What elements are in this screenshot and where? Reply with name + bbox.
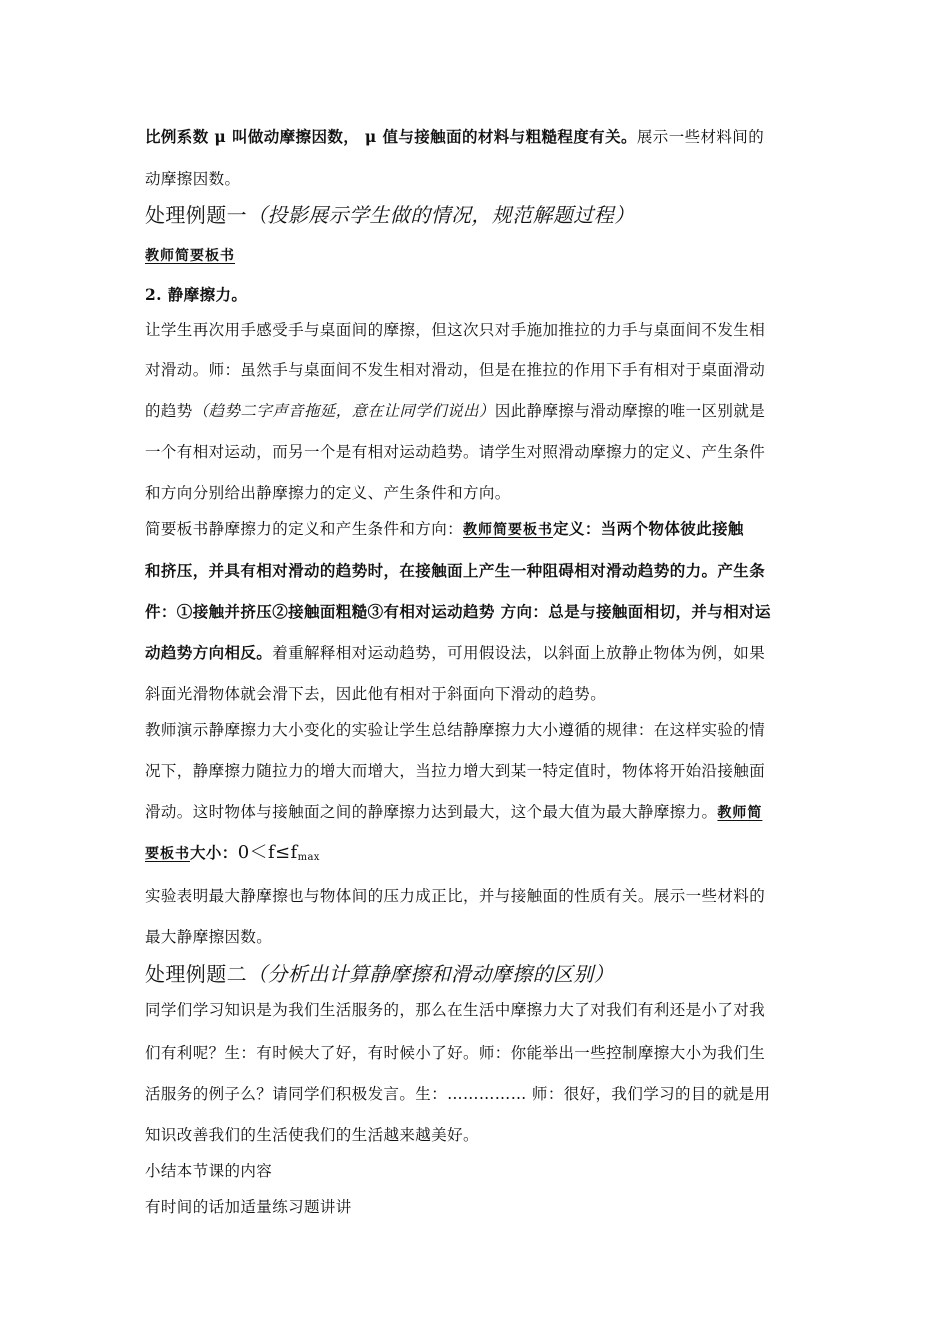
- heading-text: 处理例题一: [145, 203, 247, 227]
- paragraph-line: [145, 127, 764, 147]
- paragraph-line: [145, 802, 762, 823]
- text: 着重解释相对运动趋势，可用假设法，以斜面上放静止物体为例，如果: [272, 644, 766, 662]
- bold-text: 比例系数 μ 叫做动摩擦因数， μ 值与接触面的材料与粗糙程度有关。: [145, 127, 637, 146]
- decorative-label: 教师简要板书: [145, 248, 235, 264]
- heading-text: 处理例题二: [145, 962, 247, 986]
- paragraph-line: 们有利呢？生：有时候大了好，有时候小了好。师：你能举出一些控制摩擦大小为我们生: [145, 1044, 766, 1062]
- paragraph-line: 知识改善我们的生活使我们的生活越来越美好。: [145, 1126, 479, 1144]
- heading-note: （分析出计算静摩擦和滑动摩擦的区别）: [247, 962, 615, 986]
- text: 简要板书静摩擦力的定义和产生条件和方向：: [145, 520, 464, 538]
- text: 展示一些材料间的: [636, 128, 765, 146]
- paragraph-line: 对滑动。师：虽然手与桌面间不发生相对滑动，但是在推拉的作用下手有相对于桌面滑动: [145, 361, 766, 379]
- paragraph-line: 活服务的例子么？请同学们积极发言。生：…………… 师：很好，我们学习的目的就是用: [145, 1085, 771, 1103]
- paragraph-line: 让学生再次用手感受手与桌面间的摩擦，但这次只对手施加推拉的力手与桌面间不发生相: [145, 321, 766, 339]
- paragraph-line: 同学们学习知识是为我们生活服务的，那么在生活中摩擦力大了对我们有利还是小了对我: [145, 1001, 766, 1019]
- text: 因此静摩擦与滑动摩擦的唯一区别就是: [494, 402, 766, 420]
- text: 滑动。这时物体与接触面之间的静摩擦力达到最大，这个最大值为最大静摩擦力。: [145, 803, 718, 821]
- text: 的趋势: [145, 402, 193, 420]
- section-heading: [145, 203, 635, 227]
- bold-text: 动趋势方向相反。: [145, 643, 273, 662]
- paragraph-line: 和方向分别给出静摩擦力的定义、产生条件和方向。: [145, 484, 511, 502]
- paragraph-line: 有时间的话加适量练习题讲讲: [145, 1198, 352, 1216]
- paragraph-line: 小结本节课的内容: [145, 1162, 273, 1180]
- decorative-label: 教师简: [717, 805, 763, 821]
- section-heading: [145, 962, 614, 986]
- subheading: 2. 静摩擦力。: [145, 285, 248, 304]
- paragraph-line: 动摩擦因数。: [145, 170, 241, 188]
- bold-text: 大小：: [190, 843, 238, 862]
- bold-text: 定义：当两个物体彼此接触: [553, 519, 744, 538]
- heading-note: （投影展示学生做的情况，规范解题过程）: [247, 203, 635, 227]
- formula: 0＜f≤f: [237, 842, 298, 863]
- paragraph-line: [145, 519, 744, 540]
- paragraph-line: [145, 843, 320, 868]
- formula-subscript: max: [297, 852, 320, 863]
- decorative-label: 教师简要板书: [463, 522, 554, 538]
- paragraph-line: 一个有相对运动，而另一个是有相对运动趋势。请学生对照滑动摩擦力的定义、产生条件: [145, 443, 766, 461]
- paragraph-line: 件：①接触并挤压②接触面粗糙③有相对运动趋势 方向：总是与接触面相切，并与相对运: [145, 602, 771, 621]
- paragraph-line: 况下，静摩擦力随拉力的增大而增大，当拉力增大到某一特定值时，物体将开始沿接触面: [145, 762, 766, 780]
- paragraph-line: 教师演示静摩擦力大小变化的实验让学生总结静摩擦力大小遵循的规律：在这样实验的情: [145, 721, 766, 739]
- decorative-label: 要板书: [145, 846, 190, 862]
- paragraph-line: [145, 401, 765, 421]
- paragraph-line: 最大静摩擦因数。: [145, 928, 273, 946]
- paragraph-line: 实验表明最大静摩擦也与物体间的压力成正比，并与接触面的性质有关。展示一些材料的: [145, 887, 766, 905]
- paragraph-line: [145, 643, 765, 663]
- paragraph-line: 斜面光滑物体就会滑下去，因此他有相对于斜面向下滑动的趋势。: [145, 685, 607, 703]
- board-note-label: [145, 245, 235, 266]
- italic-note: （趋势二字声音拖延，意在让同学们说出）: [192, 402, 495, 420]
- paragraph-line: 和挤压，并具有相对滑动的趋势时，在接触面上产生一种阻碍相对滑动趋势的力。产生条: [145, 561, 766, 580]
